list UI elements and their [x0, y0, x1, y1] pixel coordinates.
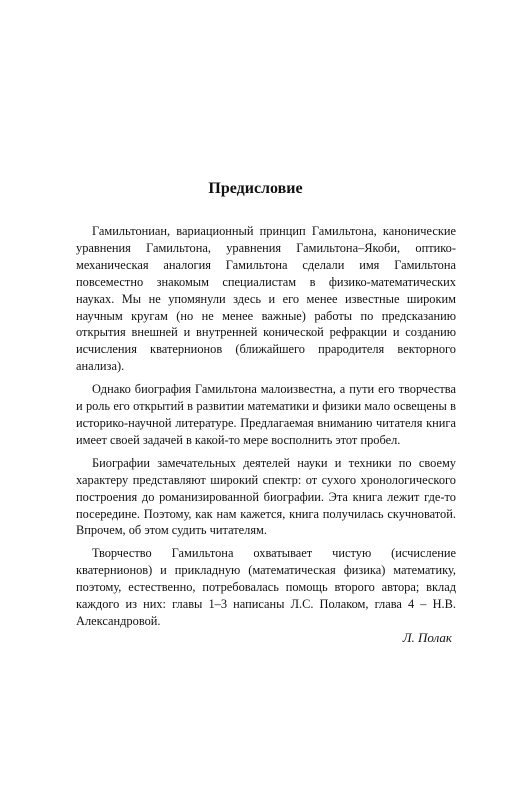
paragraph: Гамильтониан, вариационный принцип Гамильтона, канонические уравнения Гамильтона, уравнения Гамильтона–Якоби, оптико-механическая аналогия Гамильтона сделали имя Гамильтона повсеместно знакомым специалистам в физико-математических науках. Мы не упомянули здесь и его менее известные широким научным кругам (но не менее важные) работы по предсказанию открытия внешней и внутренней конической рефракции и созданию исчисления кватернионов (ближайшего прародителя векторного анализа).	[76, 224, 456, 374]
author-signature: Л. Полак	[402, 630, 452, 645]
paragraph: Творчество Гамильтона охватывает чистую (исчисление кватернионов) и прикладную (математическая физика) математику, поэтому, естественно, потребовалась помощь второго автора; вклад каждого из них: главы 1–3 написаны Л.С. Полаком, глава 4 – Н.В. Александровой.	[76, 546, 456, 628]
preface-body	[76, 223, 456, 636]
paragraph: Биографии замечательных деятелей науки и техники по своему характеру представляют широкий спектр: от сухого хронологического построения до романизированной биографии. Эта книга лежит где-то посередине. Поэтому, как нам кажется, книга получилась скучноватой. Впрочем, об этом судить читателям.	[76, 455, 456, 538]
paragraph: Однако биография Гамильтона малоизвестна, а пути его творчества и роль его открытий в развитии математики и физики мало освещены в историко-научной литературе. Предлагаемая вниманию читателя книга имеет своей задачей в какой-то мере восполнить этот пробел.	[76, 382, 456, 447]
page-title: Предисловие	[208, 180, 303, 197]
